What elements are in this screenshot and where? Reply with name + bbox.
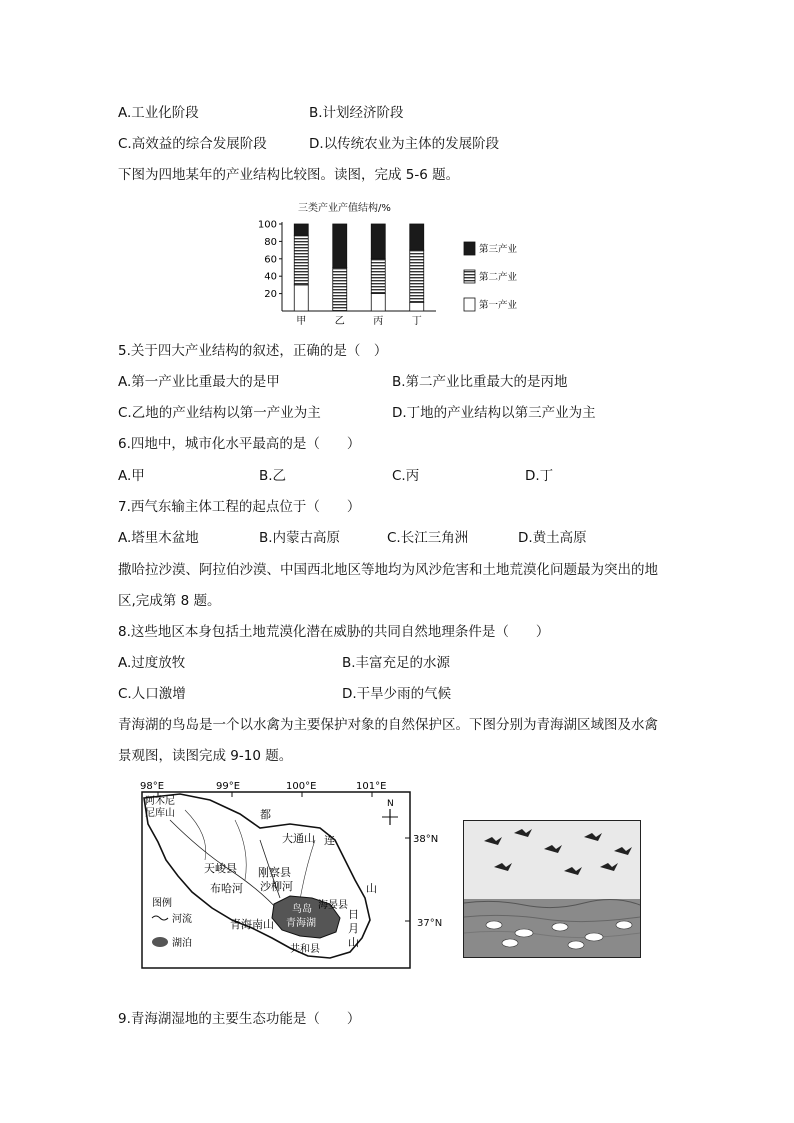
place-du: 都: [260, 808, 271, 821]
q5-option-d: D.丁地的产业结构以第三产业为主: [392, 405, 596, 421]
place-amuni: 阿木尼: [145, 796, 175, 807]
place-qinghaihu: 青海湖: [286, 918, 316, 929]
legend-lake: 湖泊: [172, 938, 192, 949]
q5-option-b: B.第二产业比重最大的是丙地: [392, 374, 568, 390]
q8-option-c: C.人口激增: [118, 686, 186, 702]
q5-stem: 5.关于四大产业结构的叙述，正确的是（ ）: [118, 343, 388, 359]
chart-title: 三类产业产值结构/%: [298, 203, 391, 214]
q7-option-a: A.塔里木盆地: [118, 530, 199, 546]
q6-option-b: B.乙: [259, 468, 287, 484]
chart-ytick-label: 60: [264, 254, 277, 266]
lon-label-99: 99°E: [216, 781, 241, 792]
chart-category-label: 乙: [334, 316, 345, 327]
chart-category-label: 丁: [411, 316, 422, 327]
intro-9-10-line1: 青海湖的鸟岛是一个以水禽为主要保护对象的自然保护区。下图分别为青海湖区域图及水禽: [118, 717, 658, 733]
chart-bar-segment: [294, 235, 308, 285]
chart-legend-swatch: [464, 242, 475, 255]
q5-option-c: C.乙地的产业结构以第一产业为主: [118, 405, 321, 421]
place-haiyan: 海晏县: [318, 900, 348, 911]
place-tianjun: 天峻县: [204, 862, 237, 875]
q6-option-c: C.丙: [392, 468, 420, 484]
q7-option-d: D.黄土高原: [518, 530, 587, 546]
q7-stem: 7.西气东输主体工程的起点位于（ ）: [118, 499, 361, 515]
place-lian: 连: [324, 834, 335, 847]
q7-option-b: B.内蒙古高原: [259, 530, 341, 546]
legend-river: 河流: [172, 914, 192, 925]
chart-ytick-label: 40: [264, 271, 277, 283]
chart-category-label: 甲: [296, 316, 307, 327]
chart-legend-label: 第一产业: [479, 300, 518, 311]
q4-option-d: D.以传统农业为主体的发展阶段: [309, 136, 500, 152]
place-niaodao: 鸟岛: [292, 904, 312, 915]
place-niku: 尼库山: [145, 808, 175, 819]
q6-option-d: D.丁: [525, 468, 554, 484]
q4-option-c: C.高效益的综合发展阶段: [118, 136, 267, 152]
q8-option-b: B.丰富充足的水源: [342, 655, 451, 671]
place-gangcha: 刚察县: [258, 866, 291, 879]
north-label: N: [387, 799, 394, 809]
q9-stem: 9.青海湖湿地的主要生态功能是（ ）: [118, 1011, 361, 1027]
legend-title: 图例: [152, 898, 172, 909]
chart-bar-segment: [371, 259, 385, 294]
lat-label-37: 37°N: [417, 918, 443, 929]
q4-option-a: A.工业化阶段: [118, 105, 199, 121]
q8-stem: 8.这些地区本身包括土地荒漠化潜在威胁的共同自然地理条件是（ ）: [118, 624, 550, 640]
place-datong: 大通山: [282, 832, 315, 845]
q7-option-c: C.长江三角洲: [387, 530, 469, 546]
industry-structure-chart: [250, 196, 540, 331]
chart-bar-segment: [294, 285, 308, 311]
lon-label-100: 100°E: [286, 781, 317, 792]
q6-option-a: A.甲: [118, 468, 145, 484]
chart-bar-segment: [333, 224, 347, 268]
lon-label-101: 101°E: [356, 781, 387, 792]
intro-8-line1: 撒哈拉沙漠、阿拉伯沙漠、中国西北地区等地均为风沙危害和土地荒漠化问题最为突出的地: [118, 562, 658, 578]
q8-option-a: A.过度放牧: [118, 655, 186, 671]
chart-category-label: 丙: [373, 316, 384, 327]
intro-9-10-line2: 景观图，读图完成 9-10 题。: [118, 748, 293, 764]
chart-legend-swatch: [464, 298, 475, 311]
chart-bar-segment: [410, 302, 424, 311]
place-qinghainan: 青海南山: [230, 918, 274, 931]
chart-bar-segment: [371, 294, 385, 311]
legend-lake-icon: [152, 937, 168, 947]
chart-legend-label: 第三产业: [479, 244, 518, 255]
q6-stem: 6.四地中，城市化水平最高的是（ ）: [118, 436, 361, 452]
place-buha: 布哈河: [210, 882, 243, 895]
place-shaliu: 沙柳河: [260, 880, 293, 893]
chart-ytick-label: 20: [264, 289, 277, 301]
waterfowl-photo: [463, 820, 641, 958]
chart-bar-segment: [294, 224, 308, 235]
waterfowl-photo-image: [464, 821, 640, 957]
intro-5-6: 下图为四地某年的产业结构比较图。读图，完成 5-6 题。: [118, 167, 460, 183]
intro-8-line2: 区,完成第 8 题。: [118, 593, 221, 609]
q8-option-d: D.干旱少雨的气候: [342, 686, 452, 702]
chart-legend-swatch: [464, 270, 475, 283]
lon-label-98: 98°E: [140, 781, 165, 792]
chart-ytick-label: 100: [257, 219, 277, 231]
place-yue: 月: [348, 922, 359, 935]
place-shan2: 山: [348, 936, 359, 949]
lat-label-38: 38°N: [413, 834, 439, 845]
chart-bar-segment: [371, 224, 385, 259]
chart-bar-segment: [410, 224, 424, 250]
chart-bar-segment: [410, 250, 424, 302]
q5-option-a: A.第一产业比重最大的是甲: [118, 374, 280, 390]
chart-bar-segment: [333, 268, 347, 312]
chart-legend-label: 第二产业: [479, 272, 518, 283]
place-gonghe: 共和县: [290, 944, 320, 955]
place-ri: 日: [348, 908, 359, 921]
chart-svg: [250, 196, 540, 331]
chart-ytick-label: 80: [264, 236, 277, 248]
place-shan: 山: [366, 882, 377, 895]
q4-option-b: B.计划经济阶段: [309, 105, 404, 121]
